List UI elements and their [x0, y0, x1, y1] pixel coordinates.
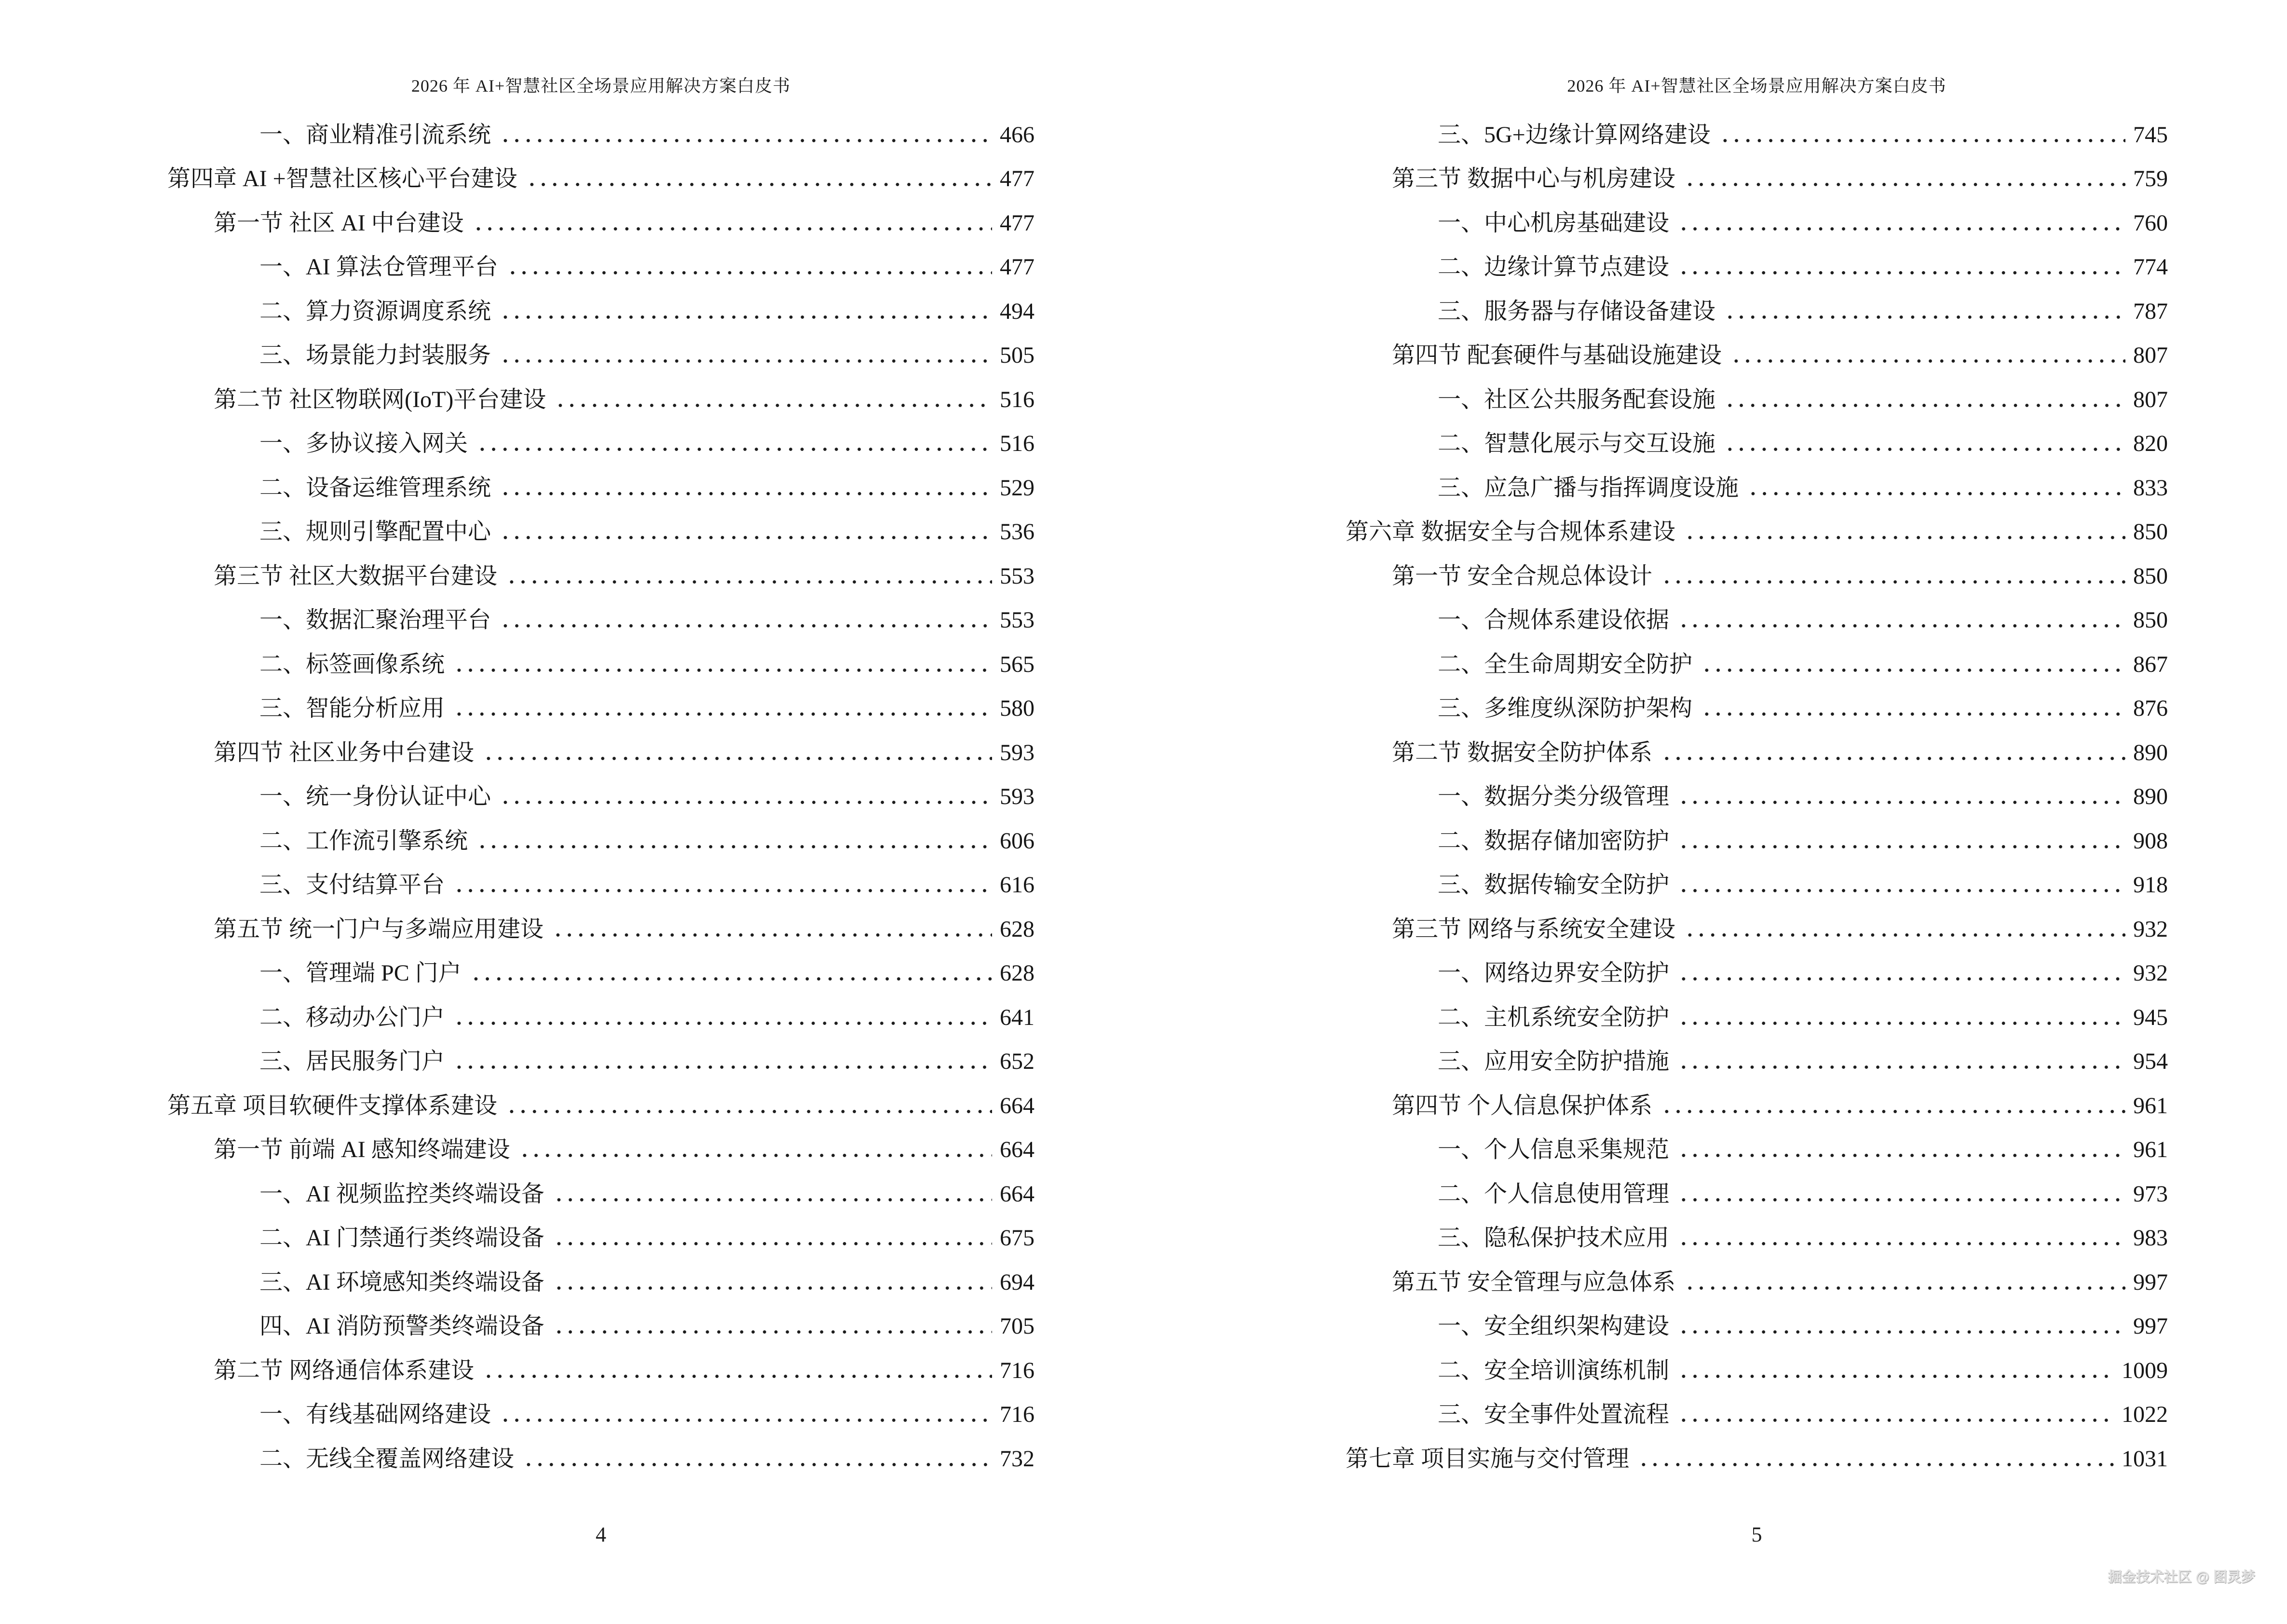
toc-entry-page: 705 — [1000, 1313, 1035, 1339]
toc-entry-page: 745 — [2133, 122, 2168, 148]
toc-entry-page: 477 — [1000, 166, 1035, 192]
toc-entry-label: 四、AI 消防预警类终端设备 — [259, 1313, 545, 1339]
toc-entry — [1346, 113, 2168, 157]
toc-entry-label: 三、多维度纵深防护架构 — [1438, 696, 1693, 722]
toc-entry-label: 二、设备运维管理系统 — [259, 475, 491, 501]
toc-entry-page: 675 — [1000, 1225, 1035, 1251]
toc-entry — [1346, 1084, 2168, 1128]
toc-entry-page: 1022 — [2122, 1402, 2168, 1428]
dot-leader — [497, 334, 992, 378]
toc-entry — [167, 334, 1035, 378]
toc-entry-page: 593 — [1000, 784, 1035, 810]
toc-entry — [167, 1437, 1035, 1481]
toc-entry-label: 一、有线基础网络建设 — [259, 1402, 491, 1428]
toc-entry-label: 第四章 AI +智慧社区核心平台建设 — [167, 166, 517, 192]
toc-entry-label: 第四节 社区业务中台建设 — [214, 739, 475, 765]
toc-entry — [1346, 863, 2168, 908]
toc-entry-page: 807 — [2133, 386, 2168, 412]
toc-entry-label: 第三节 数据中心与机房建设 — [1392, 166, 1676, 192]
dot-leader — [516, 1128, 992, 1173]
toc-entry-page: 606 — [1000, 828, 1035, 854]
dot-leader — [1675, 1128, 2125, 1173]
dot-leader — [474, 819, 992, 863]
dot-leader — [1681, 1260, 2125, 1305]
toc-entry — [167, 1084, 1035, 1128]
page-number-left: 4 — [596, 1523, 606, 1546]
dot-leader — [450, 1040, 992, 1084]
toc-entry-label: 第五节 安全管理与应急体系 — [1392, 1269, 1676, 1295]
toc-entry-page: 553 — [1000, 563, 1035, 589]
toc-entry — [1346, 334, 2168, 378]
dot-leader — [450, 687, 992, 731]
toc-entry — [1346, 510, 2168, 555]
toc-entry-page: 945 — [2133, 1004, 2168, 1030]
toc-entry-page: 529 — [1000, 475, 1035, 501]
toc-entry-page: 593 — [1000, 739, 1035, 765]
toc-entry — [167, 775, 1035, 819]
dot-leader — [1698, 687, 2125, 731]
dot-leader — [497, 1393, 992, 1437]
toc-entry-page: 774 — [2133, 254, 2168, 280]
dot-leader — [497, 113, 992, 157]
toc-entry-page: 890 — [2133, 739, 2168, 765]
dot-leader — [1658, 554, 2125, 599]
toc-entry — [167, 1128, 1035, 1173]
toc-entry — [167, 157, 1035, 202]
dot-leader — [497, 599, 992, 643]
toc-entry — [167, 1040, 1035, 1084]
toc-entry — [167, 201, 1035, 246]
dot-leader — [550, 1172, 992, 1216]
toc-entry-page: 477 — [1000, 210, 1035, 236]
toc-entry-label: 三、安全事件处置流程 — [1438, 1402, 1670, 1428]
toc-entry — [1346, 907, 2168, 952]
dot-leader — [497, 466, 992, 510]
toc-entry — [1346, 642, 2168, 687]
toc-entry-label: 第六章 数据安全与合规体系建设 — [1346, 519, 1676, 545]
dot-leader — [503, 554, 992, 599]
toc-entry-label: 一、数据汇聚治理平台 — [259, 607, 491, 633]
dot-leader — [1675, 1305, 2125, 1349]
toc-entry-label: 三、居民服务门户 — [259, 1049, 445, 1075]
toc-entry-label: 二、工作流引擎系统 — [259, 828, 468, 854]
running-header: 2026 年 AI+智慧社区全场景应用解决方案白皮书 — [411, 76, 791, 96]
toc-entry — [167, 863, 1035, 908]
toc-entry — [1346, 996, 2168, 1040]
dot-leader — [1681, 157, 2125, 202]
toc-entry-label: 二、算力资源调度系统 — [259, 298, 491, 324]
toc-entry-page: 961 — [2133, 1092, 2168, 1119]
toc-entry-page: 850 — [2133, 519, 2168, 545]
toc-entry-page: 850 — [2133, 607, 2168, 633]
toc-entry — [167, 1260, 1035, 1305]
toc-entry-page: 628 — [1000, 916, 1035, 942]
toc-entry-page: 908 — [2133, 828, 2168, 854]
toc-entry-page: 565 — [1000, 651, 1035, 677]
toc-entry-page: 732 — [1000, 1446, 1035, 1472]
dot-leader — [497, 775, 992, 819]
toc-entry — [167, 113, 1035, 157]
toc-page-right — [1144, 0, 2287, 1624]
toc-entry — [1346, 1305, 2168, 1349]
toc-entry-page: 664 — [1000, 1181, 1035, 1207]
toc-entry-page: 716 — [1000, 1357, 1035, 1383]
dot-leader — [1635, 1437, 2114, 1481]
toc-entry-page: 760 — [2133, 210, 2168, 236]
toc-entry-page: 494 — [1000, 298, 1035, 324]
toc-entry-label: 三、支付结算平台 — [259, 872, 445, 898]
toc-entry-label: 一、合规体系建设依据 — [1438, 607, 1670, 633]
toc-entry-label: 第三节 社区大数据平台建设 — [214, 563, 498, 589]
toc-entry — [1346, 157, 2168, 202]
toc-entry — [1346, 554, 2168, 599]
toc-entry-page: 664 — [1000, 1137, 1035, 1163]
toc-entry-page: 932 — [2133, 960, 2168, 986]
dot-leader — [1721, 422, 2125, 466]
toc-entry-label: 一、管理端 PC 门户 — [259, 960, 462, 986]
toc-entry-page: 641 — [1000, 1004, 1035, 1030]
toc-entry — [1346, 201, 2168, 246]
dot-leader — [1658, 731, 2125, 775]
dot-leader — [474, 422, 992, 466]
dot-leader — [497, 289, 992, 334]
toc-entry-label: 三、规则引擎配置中心 — [259, 519, 491, 545]
toc-entry-label: 一、AI 算法仓管理平台 — [259, 254, 498, 280]
toc-entry — [167, 510, 1035, 555]
toc-entry — [167, 378, 1035, 422]
toc-entry — [167, 952, 1035, 996]
toc-entry-label: 第七章 项目实施与交付管理 — [1346, 1446, 1630, 1472]
dot-leader — [504, 246, 992, 290]
toc-entry — [167, 1305, 1035, 1349]
toc-entry-page: 954 — [2133, 1049, 2168, 1075]
toc-entry-page: 759 — [2133, 166, 2168, 192]
toc-entry-label: 一、AI 视频监控类终端设备 — [259, 1181, 545, 1207]
toc-entry — [167, 1393, 1035, 1437]
dot-leader — [1658, 1084, 2125, 1128]
toc-entry-label: 二、智慧化展示与交互设施 — [1438, 431, 1716, 457]
toc-entry-page: 477 — [1000, 254, 1035, 280]
toc-entry — [1346, 1437, 2168, 1481]
toc-entry — [1346, 1040, 2168, 1084]
dot-leader — [1675, 201, 2125, 246]
toc-entry-label: 第五章 项目软硬件支撑体系建设 — [167, 1092, 498, 1119]
dot-leader — [550, 1260, 992, 1305]
toc-entry-label: 二、无线全覆盖网络建设 — [259, 1446, 515, 1472]
toc-entry-page: 694 — [1000, 1269, 1035, 1295]
toc-entry-page: 997 — [2133, 1313, 2168, 1339]
toc-entry-label: 三、服务器与存储设备建设 — [1438, 298, 1716, 324]
toc-entry-label: 二、全生命周期安全防护 — [1438, 651, 1693, 677]
toc-entry — [167, 1349, 1035, 1393]
toc-entry — [167, 642, 1035, 687]
dot-leader — [1681, 510, 2125, 555]
toc-entry — [167, 1172, 1035, 1216]
dot-leader — [497, 510, 992, 555]
toc-entry — [167, 554, 1035, 599]
toc-entry-label: 一、安全组织架构建设 — [1438, 1313, 1670, 1339]
dot-leader — [480, 731, 992, 775]
toc-entry-page: 890 — [2133, 784, 2168, 810]
page-number-right: 5 — [1751, 1523, 1762, 1546]
dot-leader — [1675, 863, 2125, 908]
toc-entry-label: 二、AI 门禁通行类终端设备 — [259, 1225, 545, 1251]
dot-leader — [1675, 246, 2125, 290]
toc-entry-page: 716 — [1000, 1402, 1035, 1428]
toc-entry-page: 516 — [1000, 431, 1035, 457]
toc-entry-page: 628 — [1000, 960, 1035, 986]
toc-entry — [167, 599, 1035, 643]
toc-entry-label: 三、应急广播与指挥调度设施 — [1438, 475, 1739, 501]
toc-entry-page: 961 — [2133, 1137, 2168, 1163]
toc-entry-label: 二、边缘计算节点建设 — [1438, 254, 1670, 280]
dot-leader — [467, 952, 992, 996]
dot-leader — [552, 378, 992, 422]
toc-entry-label: 一、多协议接入网关 — [259, 431, 468, 457]
toc-entry-label: 三、数据传输安全防护 — [1438, 872, 1670, 898]
dot-leader — [1698, 642, 2125, 687]
toc-entry — [1346, 289, 2168, 334]
toc-entry — [1346, 1172, 2168, 1216]
toc-entry — [1346, 1216, 2168, 1261]
toc-entry-page: 876 — [2133, 696, 2168, 722]
toc-entry-label: 第一节 前端 AI 感知终端建设 — [214, 1137, 510, 1163]
toc-entry-label: 三、应用安全防护措施 — [1438, 1049, 1670, 1075]
toc-entry-label: 第四节 个人信息保护体系 — [1392, 1092, 1653, 1119]
toc-list-left — [167, 113, 1035, 1481]
toc-entry-label: 三、5G+边缘计算网络建设 — [1438, 122, 1711, 148]
dot-leader — [503, 1084, 992, 1128]
toc-entry — [1346, 599, 2168, 643]
toc-entry-page: 820 — [2133, 431, 2168, 457]
toc-entry-page: 505 — [1000, 342, 1035, 368]
watermark: 掘金技术社区 @ 图灵梦 — [2108, 1569, 2255, 1585]
toc-entry-label: 二、安全培训演练机制 — [1438, 1357, 1670, 1383]
toc-entry-page: 536 — [1000, 519, 1035, 545]
toc-entry-label: 第二节 网络通信体系建设 — [214, 1357, 475, 1383]
toc-entry — [167, 289, 1035, 334]
dot-leader — [549, 907, 992, 952]
dot-leader — [1675, 599, 2125, 643]
dot-leader — [523, 157, 992, 202]
dot-leader — [1675, 1393, 2114, 1437]
dot-leader — [450, 642, 992, 687]
toc-entry — [167, 466, 1035, 510]
toc-entry — [167, 687, 1035, 731]
toc-entry-label: 二、移动办公门户 — [259, 1004, 445, 1030]
dot-leader — [1675, 1040, 2125, 1084]
dot-leader — [1716, 113, 2125, 157]
toc-entry-label: 第三节 网络与系统安全建设 — [1392, 916, 1676, 942]
toc-entry — [1346, 775, 2168, 819]
toc-entry-page: 580 — [1000, 696, 1035, 722]
dot-leader — [520, 1437, 992, 1481]
dot-leader — [1728, 334, 2125, 378]
toc-entry-page: 787 — [2133, 298, 2168, 324]
toc-list-right — [1346, 113, 2168, 1481]
toc-entry-label: 第一节 社区 AI 中台建设 — [214, 210, 464, 236]
toc-entry-page: 1031 — [2122, 1446, 2168, 1472]
toc-entry — [1346, 1349, 2168, 1393]
toc-entry-label: 第一节 安全合规总体设计 — [1392, 563, 1653, 589]
toc-entry — [167, 1216, 1035, 1261]
toc-entry — [1346, 687, 2168, 731]
toc-entry-page: 983 — [2133, 1225, 2168, 1251]
toc-entry-page: 466 — [1000, 122, 1035, 148]
toc-entry-label: 第四节 配套硬件与基础设施建设 — [1392, 342, 1722, 368]
toc-entry-label: 三、场景能力封装服务 — [259, 342, 491, 368]
dot-leader — [1675, 1216, 2125, 1261]
toc-entry — [1346, 1128, 2168, 1173]
toc-entry-page: 918 — [2133, 872, 2168, 898]
toc-entry-label: 一、中心机房基础建设 — [1438, 210, 1670, 236]
toc-entry-page: 807 — [2133, 342, 2168, 368]
dot-leader — [1721, 289, 2125, 334]
toc-entry — [1346, 422, 2168, 466]
dot-leader — [450, 996, 992, 1040]
dot-leader — [550, 1305, 992, 1349]
toc-entry-label: 二、数据存储加密防护 — [1438, 828, 1670, 854]
toc-entry-page: 997 — [2133, 1269, 2168, 1295]
dot-leader — [470, 201, 992, 246]
running-header: 2026 年 AI+智慧社区全场景应用解决方案白皮书 — [1567, 76, 1947, 96]
toc-entry — [1346, 731, 2168, 775]
dot-leader — [480, 1349, 992, 1393]
toc-entry-page: 664 — [1000, 1092, 1035, 1119]
dot-leader — [1675, 775, 2125, 819]
dot-leader — [1675, 996, 2125, 1040]
dot-leader — [1721, 378, 2125, 422]
dot-leader — [550, 1216, 992, 1261]
toc-entry-label: 一、社区公共服务配套设施 — [1438, 386, 1716, 412]
toc-entry — [167, 731, 1035, 775]
toc-entry — [167, 246, 1035, 290]
toc-entry-label: 一、个人信息采集规范 — [1438, 1137, 1670, 1163]
toc-entry-page: 850 — [2133, 563, 2168, 589]
toc-entry-label: 第二节 数据安全防护体系 — [1392, 739, 1653, 765]
toc-entry — [1346, 1260, 2168, 1305]
toc-entry-label: 第五节 统一门户与多端应用建设 — [214, 916, 544, 942]
toc-entry — [167, 907, 1035, 952]
toc-entry-page: 652 — [1000, 1049, 1035, 1075]
toc-entry-page: 616 — [1000, 872, 1035, 898]
dot-leader — [1744, 466, 2125, 510]
dot-leader — [1675, 819, 2125, 863]
dot-leader — [1675, 952, 2125, 996]
toc-entry — [167, 996, 1035, 1040]
dot-leader — [1675, 1349, 2114, 1393]
toc-entry-label: 二、个人信息使用管理 — [1438, 1181, 1670, 1207]
toc-entry-label: 三、智能分析应用 — [259, 696, 445, 722]
toc-entry-page: 1009 — [2122, 1357, 2168, 1383]
toc-entry-label: 一、统一身份认证中心 — [259, 784, 491, 810]
toc-entry-page: 553 — [1000, 607, 1035, 633]
toc-entry — [1346, 246, 2168, 290]
toc-entry — [1346, 819, 2168, 863]
toc-entry-page: 932 — [2133, 916, 2168, 942]
toc-entry-label: 三、隐私保护技术应用 — [1438, 1225, 1670, 1251]
dot-leader — [1675, 1172, 2125, 1216]
toc-entry-page: 833 — [2133, 475, 2168, 501]
dot-leader — [1681, 907, 2125, 952]
toc-entry — [1346, 378, 2168, 422]
toc-entry — [1346, 952, 2168, 996]
toc-entry-label: 三、AI 环境感知类终端设备 — [259, 1269, 545, 1295]
dot-leader — [450, 863, 992, 908]
toc-entry — [1346, 1393, 2168, 1437]
toc-entry-label: 一、商业精准引流系统 — [259, 122, 491, 148]
toc-entry-page: 516 — [1000, 386, 1035, 412]
toc-entry — [167, 819, 1035, 863]
toc-entry-label: 一、数据分类分级管理 — [1438, 784, 1670, 810]
toc-entry-label: 二、标签画像系统 — [259, 651, 445, 677]
toc-entry-label: 一、网络边界安全防护 — [1438, 960, 1670, 986]
toc-entry-label: 二、主机系统安全防护 — [1438, 1004, 1670, 1030]
toc-entry-label: 第二节 社区物联网(IoT)平台建设 — [214, 386, 546, 412]
toc-entry-page: 867 — [2133, 651, 2168, 677]
toc-entry-page: 973 — [2133, 1181, 2168, 1207]
toc-entry — [1346, 466, 2168, 510]
toc-entry — [167, 422, 1035, 466]
